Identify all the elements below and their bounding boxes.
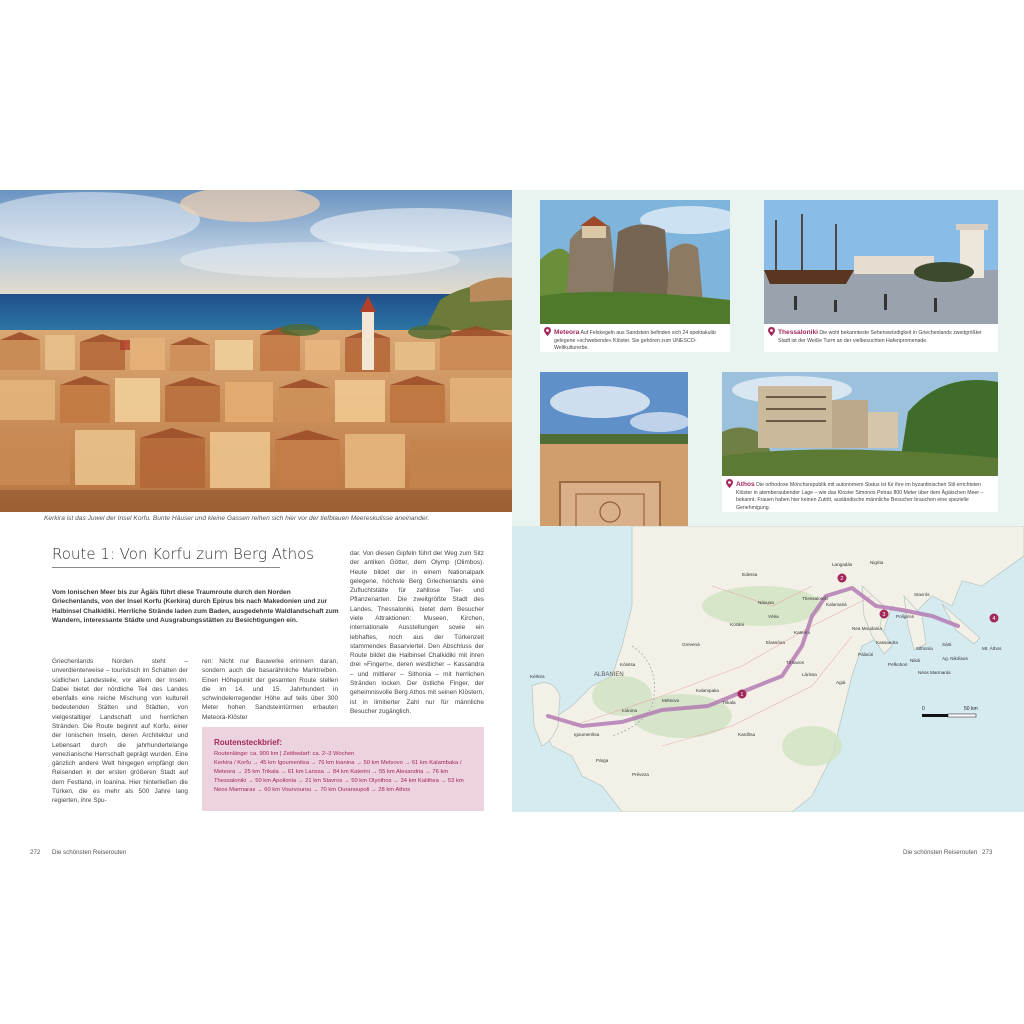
body-column-1: Griechenlands Norden steht – unverdienterweise – touristisch im Schatten der südlichen Landesteile, vor allem der Inseln. Dabei bietet der nördliche Teil des Landes ebenfalls eine reiche Mischung von kulturell bedeutenden Stätten und Städten, von vielgestaltiger Landschaft und herrlichen Stränden. Die Route beginnt auf Korfu, einer der Ionischen Inseln, deren Architektur und Lebensart durch die jahrhundertelange venezianische Herrschaft geprägt wurden. Eine gänzlich andere Welt hingegen empfängt den Reisenden in der ersten größeren Stadt auf dem Festland, in Ioanina. Hier hinterließen die Türken, die es mehr als 500 Jahre lang regierten, ihre Spu-: [52, 658, 188, 805]
map-place-label: Stavrós: [914, 592, 930, 597]
route-map: [512, 526, 1024, 812]
map-place-label: Nigrita: [870, 560, 884, 565]
map-place-label: Grevená: [682, 642, 700, 647]
map-place-label: Langadás: [832, 562, 853, 567]
left-page-number: 272: [30, 849, 41, 856]
location-pin-icon: [544, 327, 551, 336]
body-column-2: ren: Nicht nur Bauwerke erinnern daran, sondern auch die basarähnliche Marktreiben. Einen Höhepunkt der gesamten Route stellen die im 14. und 15. Jahrhundert in schwindelerregender Höhe auf teils über 300 Meter hohen Sandsteintürmen erbauten Meteora-Klöster: [202, 658, 338, 721]
thessaloniki-photo: [764, 200, 998, 324]
location-pin-icon: [726, 479, 733, 488]
map-place-label: Ag. Nikólaos: [942, 656, 968, 661]
map-place-label: Kalamariá: [826, 602, 847, 607]
map-pin-number: 4: [992, 616, 996, 622]
map-place-label: Kateríni: [794, 630, 810, 635]
map-place-label: Sárti: [942, 642, 952, 647]
map-place-label: Métsovo: [662, 698, 680, 703]
scale-end: 50 km: [964, 706, 978, 712]
map-place-label: Nea Moudania: [852, 626, 882, 631]
map-place-label: Mt. Áthos: [982, 646, 1002, 651]
map-place-label: Kassandra: [876, 640, 898, 645]
map-place-label: Trikala: [722, 700, 736, 705]
hero-caption: Kerkira ist das Juwel der Insel Korfu. Bunte Häuser und kleine Gassen reihen sich hier vor der tiefblauen Meereskulisse aneinander.: [44, 515, 430, 522]
athos-photo: [722, 372, 998, 476]
lead-paragraph: Vom Ionischen Meer bis zur Ägäis führt diese Traumroute durch den Norden Griechenlands, von der Insel Korfu (Kerkira) durch Epirus bis nach Makedonien und zur Halbinsel Chalkidiki. Herrliche Strände laden zum Baden, ausgedehnte Waldlandschaft zum Wandern, interessante Städte und Ausgrabungsstätten zu Besichtigungen ein.: [52, 589, 339, 625]
map-place-label: Pefkohori: [888, 662, 908, 667]
olynthos-photo: [540, 372, 688, 552]
route-facts-title: Routensteckbrief:: [214, 738, 283, 747]
map-pin-number: 1: [740, 692, 744, 698]
meteora-label: Meteora: [554, 329, 580, 336]
map-pin-number: 3: [882, 612, 886, 618]
map-place-label: Párga: [596, 758, 609, 763]
map-place-label: Kalampaka: [696, 688, 719, 693]
athos-caption: [722, 476, 998, 512]
page-title: Route 1: Von Korfu zum Berg Athos: [52, 545, 315, 563]
map-place-label: Agiá: [836, 680, 846, 685]
map-place-label: Véria: [768, 614, 779, 619]
route-stops-line: Kerkira / Korfu → 45 km Igoumenitsa → 76 km Ioanina → 50 km Metsovo → 61 km Kalambaka / Meteora → 25 km Trikala → 61 km Larissa → 84 km Katerini → 55 km Alexandria → 76 km Thessaloniki → 50 km Apollonia → 21 km Stavros → 50 km Olynthos → 34 km Kalithea → 53 km Neos Marmaras → 60 km Vourvourou → 70 km Ouranoupoli → 28 km Athos: [214, 759, 464, 793]
location-pin-icon: [768, 327, 775, 336]
thessaloniki-text: Die wohl bekannteste Sehenswürdigkeit in Griechenlands zweitgrößter Stadt ist der Weiße Turm an der vielbesuchten Hafenpromenade.: [778, 330, 982, 344]
meteora-text: Auf Felskegeln aus Sandstein befinden sich 24 spektakulär gelegene »schwebende« Klöster. Sie gehören zum UNESCO-Weltkulturerbe.: [554, 330, 717, 352]
map-place-label: Lárissa: [802, 672, 817, 677]
map-place-label: Tírnavos: [786, 660, 804, 665]
title-divider: [52, 567, 280, 568]
map-place-label: Edessa: [742, 572, 758, 577]
map-place-label: Kardítsa: [738, 732, 756, 737]
athos-label: Athos: [736, 481, 755, 488]
athos-text: Die orthodoxe Mönchsrepublik mit autonomem Status ist für ihre im byzantinischen Stil errichteten Klöster in atemberaubender Lage – wie das Kloster Simonos Petras 800 Meter über dem Ägäischen Meer – bekannt. Frauen haben hier keinen Zutritt, ausländische männliche Besucher brauchen eine spezielle Genehmigung.: [736, 482, 984, 511]
map-place-label: Préveza: [632, 772, 649, 777]
scale-zero: 0: [922, 706, 925, 712]
left-running-footer: Die schönsten Reiserouten: [52, 849, 127, 856]
meteora-photo: [540, 200, 730, 324]
map-pin-number: 2: [840, 576, 844, 582]
map-place-label: Igoumenítsa: [574, 732, 600, 737]
corfu-photo: [0, 190, 512, 512]
map-place-label: Kérkira: [530, 674, 545, 679]
route-length-line: Routenlänge: ca. 900 km | Zeitbedarf: ca. 2–3 Wochen: [214, 751, 355, 757]
map-place-label: Ioánina: [622, 708, 638, 713]
thessaloniki-label: Thessaloniki: [778, 329, 818, 336]
map-place-label: Elassóna: [766, 640, 785, 645]
map-place-label: Thessaloníki: [802, 596, 828, 601]
map-place-label: Náousa: [758, 600, 774, 605]
map-place-label: Kónitsa: [620, 662, 636, 667]
map-place-label: Polígiros: [896, 614, 914, 619]
right-page-number: 273: [982, 849, 993, 856]
right-running-footer: Die schönsten Reiserouten: [903, 849, 978, 856]
map-place-label: Sithonía: [916, 646, 933, 651]
map-place-label: Pálioúri: [858, 652, 874, 657]
meteora-caption: [540, 324, 730, 352]
route-facts-text: [214, 750, 476, 795]
map-place-label: Néos Marmarás: [918, 670, 951, 675]
map-place-label: Nikiti: [910, 658, 920, 663]
map-country-label: ALBANIEN: [594, 672, 624, 678]
body-column-3: dar. Von diesen Gipfeln führt der Weg zum Sitz der antiken Götter, dem Olymp (Olimbos). Heute bildet der in einem Nationalpark gelegene, höchste Berg Griechenlands eine Zufluchtstätte für zahllose Tier- und Pflanzenarten. Die zweitgrößte Stadt des Landes, Thessaloniki, bietet dem Besucher viele Attraktionen: Museen, Kirchen, internationale Ausstellungen sowie ein lebhaftes, noch aus der Türkenzeit stammendes Basarviertel. Den Abschluss der Route bildet die Halbinsel Chalkidiki mit ihren drei »Fingern«, deren westlicher – Kassandra – und mittlerer – Sithonia – mit herrlichen Stränden locken. Der östliche Finger, der geheimnisvolle Berg Athos mit seinen Klöstern, ist in limitierter Zahl nur für männliche Besucher zugänglich.: [350, 550, 484, 715]
map-place-label: Kozáni: [730, 622, 745, 627]
thessaloniki-caption: [764, 324, 998, 352]
